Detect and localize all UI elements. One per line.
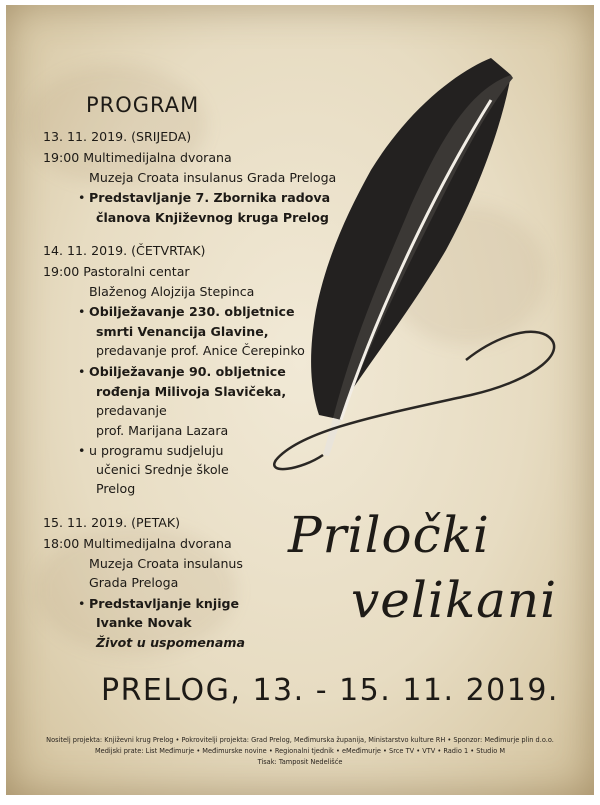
day2-item2-line4: prof. Marijana Lazara: [96, 423, 229, 438]
day3-item1-line2: Ivanke Novak: [96, 615, 192, 630]
day3-item1-line3: Život u uspomenama: [96, 635, 245, 650]
day2-item3-line2: učenici Srednje škole: [96, 462, 229, 477]
day1-item1-line1: Predstavljanje 7. Zbornika radova: [89, 190, 331, 205]
day2-item3-line3: Prelog: [96, 481, 136, 496]
day2-item1-line3: predavanje prof. Anice Čerepinko: [96, 343, 305, 358]
day2-venue: Blaženog Alojzija Stepinca: [89, 284, 255, 299]
bullet-icon: •: [78, 304, 86, 319]
title-line1: Priločki: [288, 506, 490, 564]
day3-item1-line1: Predstavljanje knjige: [89, 596, 240, 611]
bullet-icon: •: [78, 596, 86, 611]
day1-date: 13. 11. 2019. (SRIJEDA): [43, 129, 192, 144]
day2-time-venue: 19:00 Pastoralni centar: [43, 264, 190, 279]
day1-venue: Muzeja Croata insulanus Grada Preloga: [89, 170, 337, 185]
footer-line2: Medijski prate: List Međimurje • Međimurske novine • Regionalni tjednik • eMeđimurje • Srce TV • VTV • Radio 1 • Studio M: [94, 747, 506, 755]
bullet-icon: •: [78, 443, 86, 458]
feather-quill-icon: [261, 30, 581, 500]
footer-line3: Tisak: Tamposit Nedelišće: [257, 758, 343, 766]
day1-item1-line2: članova Književnog kruga Prelog: [96, 210, 329, 225]
day1-time-venue: 19:00 Multimedijalna dvorana: [43, 150, 232, 165]
program-heading: PROGRAM: [86, 93, 200, 117]
day2-item2-line1: Obilježavanje 90. obljetnice: [89, 364, 286, 379]
day2-item3-line1: u programu sudjeluju: [89, 443, 224, 458]
day2-item1-line1: Obilježavanje 230. obljetnice: [89, 304, 295, 319]
day2-item2-line3: predavanje: [96, 403, 167, 418]
bullet-icon: •: [78, 364, 86, 379]
day3-venue: Muzeja Croata insulanus: [89, 556, 243, 571]
footer-line1: Nositelj projekta: Književni krug Prelog • Pokrovitelji projekta: Grad Prelog, Međimurska županija, Ministarstvo kulture RH • Sponzor: Međimurje plin d.o.o.: [46, 736, 554, 744]
day2-item1-line2: smrti Venancija Glavine,: [96, 324, 269, 339]
day2-item2-line2: rođenja Milivoja Slavičeka,: [96, 384, 287, 399]
title-line2: velikani: [351, 571, 558, 629]
day3-date: 15. 11. 2019. (PETAK): [43, 515, 181, 530]
bullet-icon: •: [78, 190, 86, 205]
poster: [6, 5, 594, 795]
paper-stain: [26, 65, 206, 185]
day3-time-venue: 18:00 Multimedijalna dvorana: [43, 536, 232, 551]
main-date: PRELOG, 13. - 15. 11. 2019.: [101, 673, 559, 708]
day3-venue-line3: Grada Preloga: [89, 575, 179, 590]
day2-date: 14. 11. 2019. (ČETVRTAK): [43, 243, 206, 258]
